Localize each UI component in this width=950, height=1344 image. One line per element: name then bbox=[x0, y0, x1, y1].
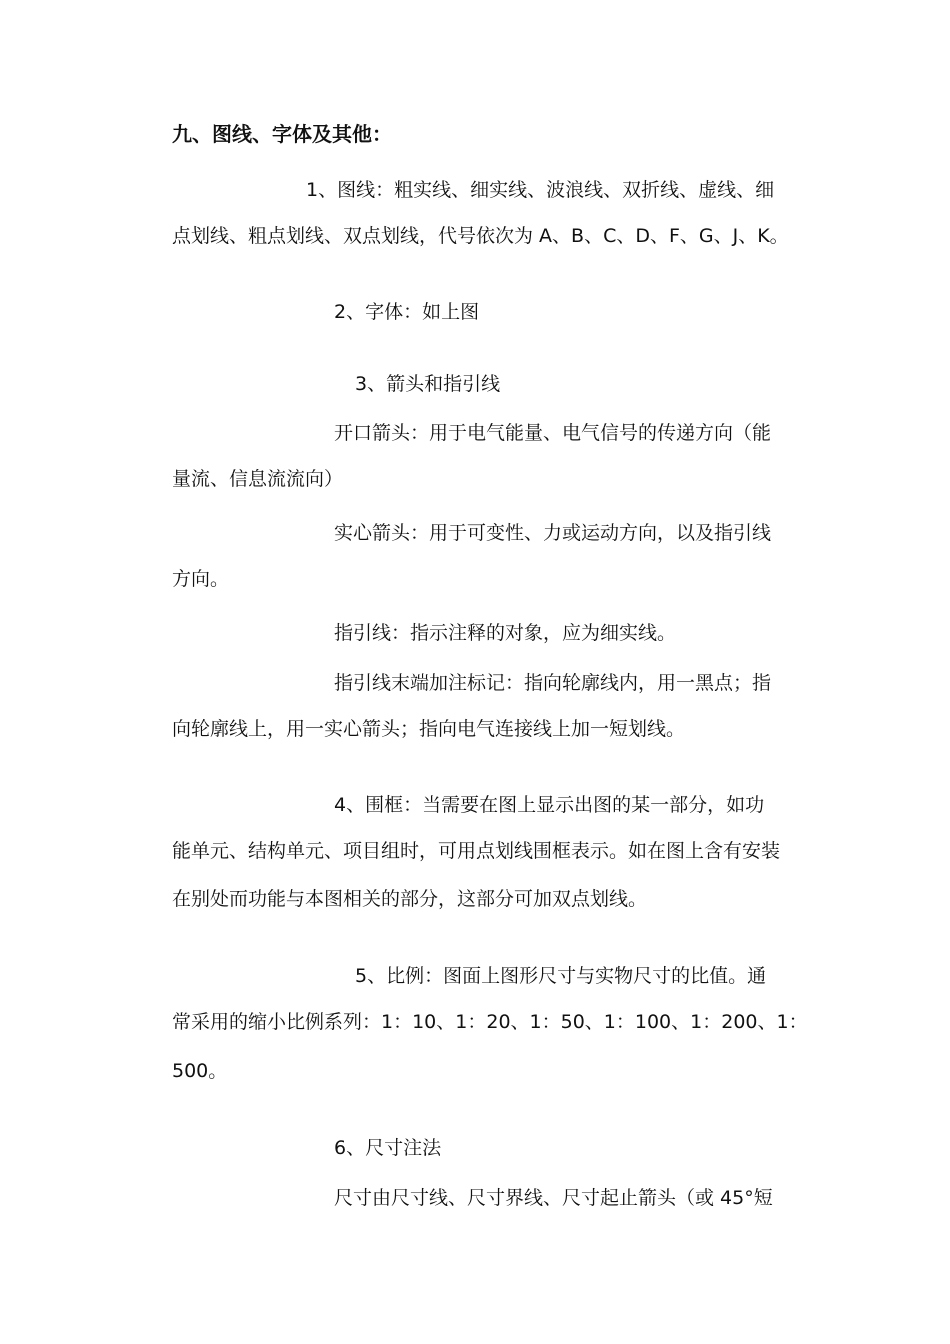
sec1-line-1: 1、图线：粗实线、细实线、波浪线、双折线、虚线、细 bbox=[306, 179, 775, 201]
sec4-line-1: 4、围框：当需要在图上显示出图的某一部分，如功 bbox=[334, 794, 765, 816]
sec4-line-2: 能单元、结构单元、项目组时，可用点划线围框表示。如在图上含有安装 bbox=[172, 840, 781, 862]
sec6-title: 6、尺寸注法 bbox=[334, 1137, 442, 1159]
sec4-line-3: 在别处而功能与本图相关的部分，这部分可加双点划线。 bbox=[172, 888, 648, 910]
sec5-line-3: 500。 bbox=[172, 1060, 228, 1082]
leader-mark-line-2: 向轮廓线上，用一实心箭头；指向电气连接线上加一短划线。 bbox=[172, 718, 686, 740]
section-heading: 九、图线、字体及其他： bbox=[172, 122, 392, 146]
open-arrow-line-1: 开口箭头：用于电气能量、电气信号的传递方向（能 bbox=[334, 422, 772, 444]
solid-arrow-line-2: 方向。 bbox=[172, 568, 230, 590]
sec6-line-1: 尺寸由尺寸线、尺寸界线、尺寸起止箭头（或 45°短 bbox=[334, 1187, 773, 1209]
open-arrow-line-2: 量流、信息流流向） bbox=[172, 468, 344, 490]
sec1-line-2: 点划线、粗点划线、双点划线，代号依次为 A、B、C、D、F、G、J、K。 bbox=[172, 225, 789, 247]
sec3-title: 3、箭头和指引线 bbox=[355, 373, 501, 395]
solid-arrow-line-1: 实心箭头：用于可变性、力或运动方向，以及指引线 bbox=[334, 522, 772, 544]
sec5-line-1: 5、比例：图面上图形尺寸与实物尺寸的比值。通 bbox=[355, 965, 767, 987]
sec5-line-2: 常采用的缩小比例系列：1：10、1：20、1：50、1：100、1：200、1： bbox=[172, 1011, 808, 1033]
leader-mark-line-1: 指引线末端加注标记：指向轮廓线内，用一黑点；指 bbox=[334, 672, 772, 694]
sec2-line-1: 2、字体：如上图 bbox=[334, 301, 480, 323]
leader-line-1: 指引线：指示注释的对象，应为细实线。 bbox=[334, 622, 677, 644]
